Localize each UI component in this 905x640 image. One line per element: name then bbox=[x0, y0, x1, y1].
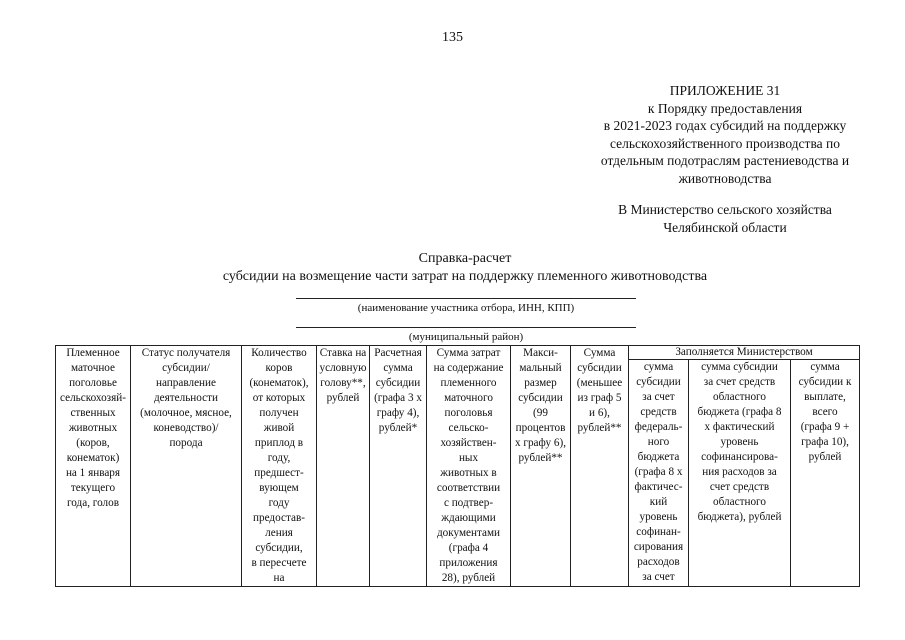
header-line: рублей** bbox=[518, 452, 563, 464]
header-line: субсидии bbox=[375, 377, 421, 389]
appendix-block bbox=[585, 82, 865, 187]
header-line: из граф 5 bbox=[577, 392, 622, 404]
subsidy-table bbox=[55, 345, 860, 587]
header-line: условную bbox=[319, 362, 367, 374]
header-line: живой bbox=[263, 422, 295, 434]
header-line: племенного bbox=[440, 377, 497, 389]
table-header-cell bbox=[629, 360, 689, 587]
appendix-line: в 2021-2023 годах субсидий на поддержку bbox=[603, 118, 847, 133]
header-line: году, bbox=[267, 452, 291, 464]
header-line: Макси- bbox=[523, 347, 558, 359]
header-line: (графа 8 х bbox=[634, 466, 683, 478]
header-line: вующем bbox=[259, 482, 299, 494]
header-line: и 6), bbox=[589, 407, 610, 419]
header-line: на 1 января bbox=[65, 467, 121, 479]
header-line: соответствии bbox=[436, 482, 501, 494]
header-line: Сумма bbox=[583, 347, 616, 359]
header-line: голову**, bbox=[320, 377, 366, 389]
header-line: субсидии bbox=[636, 376, 681, 388]
header-line: маточное bbox=[70, 362, 116, 374]
header-line: ного bbox=[647, 436, 670, 448]
appendix-title: ПРИЛОЖЕНИЕ 31 bbox=[669, 83, 781, 98]
form-title bbox=[150, 250, 780, 286]
header-line: всего bbox=[812, 406, 838, 418]
table-header-cell bbox=[511, 346, 571, 587]
header-line: Статус получателя bbox=[141, 347, 231, 359]
header-line: коневодство)/ bbox=[153, 422, 219, 434]
header-line: федераль- bbox=[634, 421, 683, 433]
header-line: приплод в bbox=[254, 437, 304, 449]
header-line: направление bbox=[156, 377, 216, 389]
header-line: расходов bbox=[637, 556, 680, 568]
header-line: рублей** bbox=[577, 422, 622, 434]
table-header-cell bbox=[370, 346, 427, 587]
header-line: порода bbox=[169, 437, 203, 449]
appendix-line: сельскохозяйственного производства по bbox=[609, 135, 840, 151]
header-line: Количество bbox=[251, 347, 307, 359]
header-line: графу 4), bbox=[376, 407, 420, 419]
header-line: маточного bbox=[444, 392, 493, 404]
header-line: ния расходов за bbox=[702, 466, 777, 478]
header-line: (конематок), bbox=[249, 377, 309, 389]
participant-fill-line bbox=[296, 298, 636, 299]
table-header-cell bbox=[571, 346, 629, 587]
header-line: сельскохозяй- bbox=[60, 392, 126, 404]
header-line: за счет bbox=[642, 571, 675, 583]
header-line: областного bbox=[713, 496, 766, 508]
header-line: (молочное, мясное, bbox=[140, 407, 232, 419]
table-header-cell bbox=[242, 346, 317, 587]
header-line: поголовья bbox=[444, 407, 493, 419]
participant-caption: (наименование участника отбора, ИНН, КПП) bbox=[357, 302, 575, 314]
header-line: текущего bbox=[70, 482, 116, 494]
header-line: (графа 3 х bbox=[374, 392, 422, 404]
header-line: (меньшее bbox=[576, 377, 623, 389]
header-line: (графа 4 bbox=[448, 542, 489, 554]
header-line: ждающими bbox=[441, 512, 496, 524]
header-line: предостав- bbox=[253, 512, 305, 524]
header-line: процентов bbox=[515, 422, 566, 434]
header-line: документами bbox=[436, 527, 501, 539]
appendix-line: животноводства bbox=[678, 170, 772, 186]
header-line: поголовье bbox=[69, 377, 117, 389]
header-line: хозяйствен- bbox=[440, 437, 497, 449]
header-line: уровень bbox=[720, 436, 759, 448]
header-line: ных bbox=[458, 452, 479, 464]
header-line: сумма субсидии bbox=[701, 361, 778, 373]
header-line: на содержание bbox=[433, 362, 504, 374]
header-line: субсидии к bbox=[798, 376, 852, 388]
header-line: х фактический bbox=[704, 421, 775, 433]
header-line: ственных bbox=[70, 407, 116, 419]
header-line: сирования bbox=[633, 541, 684, 553]
addressee-line: Челябинской области bbox=[663, 219, 787, 235]
header-line: средств bbox=[640, 406, 677, 418]
header-line: деятельности bbox=[153, 392, 219, 404]
header-line: за счет bbox=[642, 391, 675, 403]
header-line: софинан- bbox=[636, 526, 681, 538]
header-line: году bbox=[268, 497, 290, 509]
header-line: х графу 6), bbox=[514, 437, 566, 449]
header-line: рублей* bbox=[378, 422, 418, 434]
addressee-line: В Министерство сельского хозяйства bbox=[618, 202, 832, 217]
header-line: с подтвер- bbox=[443, 497, 494, 509]
header-line: (99 bbox=[533, 407, 548, 419]
header-line: бюджета (графа 8 bbox=[697, 406, 782, 418]
header-line: сумма bbox=[643, 361, 674, 373]
header-line: за счет средств bbox=[703, 376, 776, 388]
header-line: 28), рублей bbox=[441, 572, 496, 584]
header-line: сумма bbox=[383, 362, 413, 374]
header-line: кий bbox=[649, 496, 668, 508]
form-title-line: Справка-расчет bbox=[418, 251, 512, 266]
table-header-cell bbox=[427, 346, 511, 587]
header-line: года, голов bbox=[66, 497, 120, 509]
table-header-cell bbox=[131, 346, 242, 587]
table-header-cell bbox=[56, 346, 131, 587]
header-line: животных в bbox=[440, 467, 497, 479]
header-line: Племенное bbox=[66, 347, 120, 359]
header-line: (коров, bbox=[76, 437, 110, 449]
table-header-cell bbox=[791, 360, 860, 587]
header-line: предшест- bbox=[254, 467, 304, 479]
ministry-group-header: Заполняется Министерством bbox=[629, 346, 860, 360]
header-line: конематок) bbox=[66, 452, 120, 464]
header-line: рублей bbox=[808, 451, 842, 463]
header-line: в пересчете bbox=[251, 557, 307, 569]
header-line: уровень bbox=[639, 511, 678, 523]
header-line: бюджета bbox=[637, 451, 680, 463]
header-line: животных bbox=[68, 422, 118, 434]
header-line: сумма bbox=[810, 361, 840, 373]
header-line: софинансирова- bbox=[701, 451, 778, 463]
appendix-line: отдельным подотраслям растениеводства и bbox=[600, 153, 850, 168]
header-line: мальный bbox=[519, 362, 562, 374]
addressee-block bbox=[585, 201, 865, 236]
table-header-cell bbox=[317, 346, 370, 587]
table-header-cell bbox=[689, 360, 791, 587]
header-line: фактичес- bbox=[634, 481, 683, 493]
header-line: на bbox=[273, 572, 285, 584]
header-line: ления bbox=[265, 527, 293, 539]
header-line: субсидии bbox=[577, 362, 622, 374]
header-line: областного bbox=[713, 391, 766, 403]
header-line: рублей bbox=[326, 392, 360, 404]
header-line: выплате, bbox=[804, 391, 846, 403]
header-line: Ставка на bbox=[319, 347, 367, 359]
header-line: сельско- bbox=[448, 422, 489, 434]
header-line: субсидии bbox=[518, 392, 563, 404]
header-line: от которых bbox=[252, 392, 306, 404]
header-line: Расчетная bbox=[374, 347, 422, 359]
header-line: приложения bbox=[439, 557, 498, 569]
header-line: субсидии/ bbox=[162, 362, 210, 374]
header-line: счет средств bbox=[709, 481, 770, 493]
header-line: Сумма затрат bbox=[436, 347, 501, 359]
header-line: коров bbox=[265, 362, 293, 374]
appendix-line: к Порядку предоставления bbox=[647, 100, 803, 116]
form-subtitle-line: субсидии на возмещение части затрат на поддержку племенного животноводства bbox=[222, 269, 708, 284]
header-line: (графа 9 + bbox=[800, 421, 850, 433]
district-caption: (муниципальный район) bbox=[408, 331, 524, 343]
district-fill-line bbox=[296, 327, 636, 328]
header-line: бюджета), рублей bbox=[697, 511, 782, 523]
page-number: 135 bbox=[442, 30, 463, 45]
header-line: субсидии, bbox=[255, 542, 303, 554]
header-line: получен bbox=[259, 407, 299, 419]
header-line: размер bbox=[524, 377, 557, 389]
header-line: графа 10), bbox=[801, 436, 849, 448]
